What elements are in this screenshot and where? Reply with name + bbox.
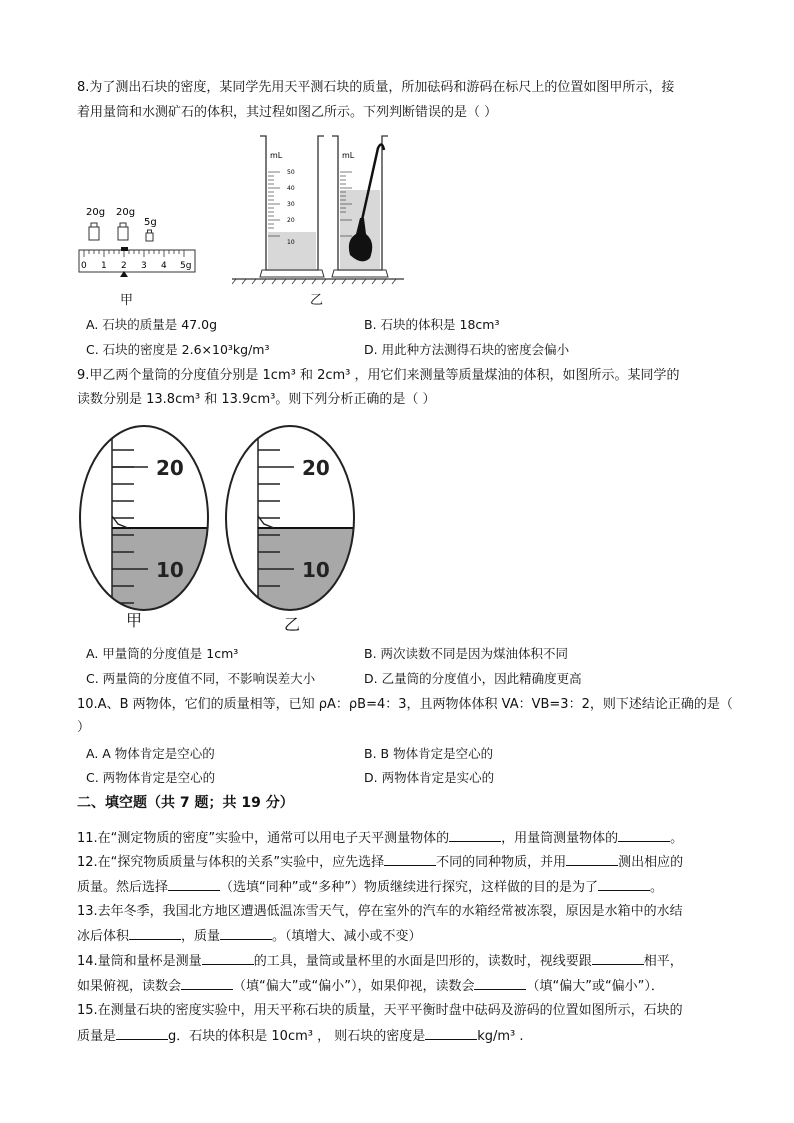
- measuring-cylinders-diagram: [232, 130, 404, 288]
- q12-text-e: （选填“同种”或“多种”）物质继续进行探究，这样做的目的是为了: [220, 880, 598, 895]
- yi-label-20: 20: [302, 456, 330, 480]
- q9-option-b: B. 两次读数不同是因为煤油体积不同: [364, 646, 569, 661]
- q8-caption-yi: 乙: [310, 293, 324, 308]
- cyl1-scale-50: 50: [287, 169, 295, 176]
- q8-line1: 8.为了测出石块的密度，某同学先用天平测石块的质量，所加砝码和游码在标尺上的位置如图甲所示，接: [77, 80, 675, 95]
- weight-20g-2-icon: [118, 223, 128, 240]
- q9-option-d: D. 乙量筒的分度值小，因此精确度更高: [364, 671, 582, 686]
- ruler-ticks: [84, 250, 184, 257]
- q10-option-a: A. A 物体肯定是空心的: [86, 746, 215, 761]
- cyl1-scale-30: 30: [287, 201, 295, 208]
- ruler-frame: [79, 250, 195, 272]
- ruler-label-3: 3: [141, 261, 147, 271]
- cyl1-scale-10: 10: [287, 239, 295, 246]
- cyl1-scale-40: 40: [287, 185, 295, 192]
- q9-figure: [76, 420, 360, 632]
- q14-text-e: （填“偏大”或“偏小”），如果仰视，读数会: [233, 979, 475, 994]
- q9-line2: 读数分别是 13.8cm³ 和 13.9cm³。则下列分析正确的是（ ）: [77, 392, 436, 407]
- q8-option-c: C. 石块的密度是 2.6×10³kg/m³: [86, 342, 270, 357]
- q14-text-d: 如果俯视，读数会: [77, 979, 182, 994]
- weight-label-1: 20g: [86, 207, 106, 218]
- q12-text-a: 12.在“探究物质质量与体积的关系”实验中，应先选择: [77, 855, 385, 870]
- q12-text-b: 不同的同种物质，并用: [436, 855, 567, 870]
- q11-blank-2: [618, 828, 670, 842]
- q8-caption-jia: 甲: [120, 293, 134, 308]
- q11-text-c: 。: [670, 831, 684, 846]
- q14-blank-1: [202, 951, 254, 965]
- ruler-label-0: 0: [81, 261, 87, 271]
- table-hatching: [232, 279, 396, 284]
- q9-line1: 9.甲乙两个量筒的分度值分别是 1cm³ 和 2cm³ ，用它们来测量等质量煤油的体积，如图所示。某同学的: [77, 368, 680, 383]
- balance-weights-ruler-diagram: [76, 200, 202, 280]
- q12-line2: [77, 877, 663, 898]
- q11-text-a: 11.在“测定物质的密度”实验中，通常可以用电子天平测量物体的: [77, 831, 450, 846]
- jia-label-10: 10: [156, 558, 184, 582]
- q14-text-b: 的工具，量筒或量杯里的水面是凹形的，读数时，视线要跟: [253, 954, 592, 969]
- q12-line1: [77, 852, 683, 873]
- q9-option-c: C. 两量筒的分度值不同，不影响误差大小: [86, 671, 316, 686]
- weight-label-3: 5g: [144, 217, 157, 228]
- q14-blank-2: [592, 951, 644, 965]
- ruler-label-2: 2: [121, 261, 127, 271]
- weight-label-2: 20g: [116, 207, 136, 218]
- q14-line1: [77, 951, 683, 972]
- cylinder2-unit: mL: [342, 151, 355, 160]
- q15-blank-2: [425, 1026, 477, 1040]
- q9-caption-jia: 甲: [126, 611, 143, 630]
- q10-line1: 10.A、B 两物体，它们的质量相等，已知 ρA：ρB=4：3，且两物体体积 VA：VB=3：2，则下述结论正确的是（: [77, 697, 733, 712]
- q13-line1: 13.去年冬季，我国北方地区遭遇低温冻雪天气，停在室外的汽车的水箱经常被冻裂，原因是水箱中的水结: [77, 904, 683, 919]
- q14-text-c: 相平，: [643, 954, 683, 969]
- q12-blank-2: [566, 852, 618, 866]
- q10-line2: ）: [77, 720, 91, 735]
- q15-text-d: kg/m³ .: [477, 1029, 524, 1044]
- q14-text-a: 14.量筒和量杯是测量: [77, 954, 202, 969]
- q12-blank-3: [168, 877, 220, 891]
- q12-text-c: 测出相应的: [618, 855, 684, 870]
- q10-option-b: B. B 物体肯定是空心的: [364, 746, 494, 761]
- q8-option-a: A. 石块的质量是 47.0g: [86, 317, 218, 332]
- q13-text-c: ，质量: [181, 929, 221, 944]
- ruler-label-1: 1: [101, 261, 107, 271]
- q8-option-d: D. 用此种方法测得石块的密度会偏小: [364, 342, 570, 357]
- q13-blank-2: [220, 926, 272, 940]
- q15-blank-1: [116, 1026, 168, 1040]
- q8-figure-jia: [76, 200, 202, 280]
- q11: [77, 828, 683, 849]
- q15-text-b: 质量是: [77, 1029, 117, 1044]
- q13-line2: [77, 926, 422, 947]
- q12-text-d: 质量。然后选择: [77, 880, 169, 895]
- cylinder1-unit: mL: [270, 151, 283, 160]
- q13-blank-1: [129, 926, 181, 940]
- cylinder-water-only: [260, 136, 324, 277]
- q15-text-c: g．石块的体积是 10cm³ ， 则石块的密度是: [168, 1029, 426, 1044]
- ruler-label-4: 4: [161, 261, 167, 271]
- cyl1-scale-20: 20: [287, 217, 295, 224]
- q11-blank-1: [449, 828, 501, 842]
- q12-text-f: 。: [649, 880, 663, 895]
- q13-text-d: 。（填增大、减小或不变）: [272, 929, 422, 944]
- q14-line2: [77, 976, 664, 997]
- q10-option-c: C. 两物体肯定是空心的: [86, 770, 216, 785]
- q8-figure-yi: [232, 130, 404, 288]
- jia-label-20: 20: [156, 456, 184, 480]
- q10-option-d: D. 两物体肯定是实心的: [364, 770, 495, 785]
- q8-option-b: B. 石块的体积是 18cm³: [364, 317, 500, 332]
- q11-text-b: ，用量筒测量物体的: [501, 831, 619, 846]
- cylinder-readings-diagram: [76, 420, 360, 632]
- cylinder-yi-view: [226, 420, 360, 630]
- q15-line1: 15.在测量石块的密度实验中，用天平称石块的质量，天平平衡时盘中砝码及游码的位置如图所示，石块的: [77, 1003, 683, 1018]
- cylinder-jia-view: [80, 420, 216, 630]
- weight-5g-icon: [146, 230, 153, 241]
- section2-heading: 二、填空题（共 7 题；共 19 分）: [77, 795, 294, 811]
- ruler-label-5: 5g: [180, 261, 192, 271]
- q13-text-b: 冰后体积: [77, 929, 130, 944]
- q14-blank-4: [474, 976, 526, 990]
- weight-20g-1-icon: [89, 223, 99, 240]
- q12-blank-1: [384, 852, 436, 866]
- yi-label-10: 10: [302, 558, 330, 582]
- q9-caption-yi: 乙: [284, 615, 301, 632]
- q8-line2: 着用量筒和水测矿石的体积，其过程如图乙所示。下列判断错误的是（ ）: [77, 105, 498, 120]
- q9-option-a: A. 甲量筒的分度值是 1cm³: [86, 646, 239, 661]
- cylinder-with-stone: [332, 136, 388, 277]
- q14-text-f: （填“偏大”或“偏小”）．: [526, 979, 664, 994]
- q15-line2: [77, 1026, 524, 1047]
- q12-blank-4: [598, 877, 650, 891]
- q14-blank-3: [181, 976, 233, 990]
